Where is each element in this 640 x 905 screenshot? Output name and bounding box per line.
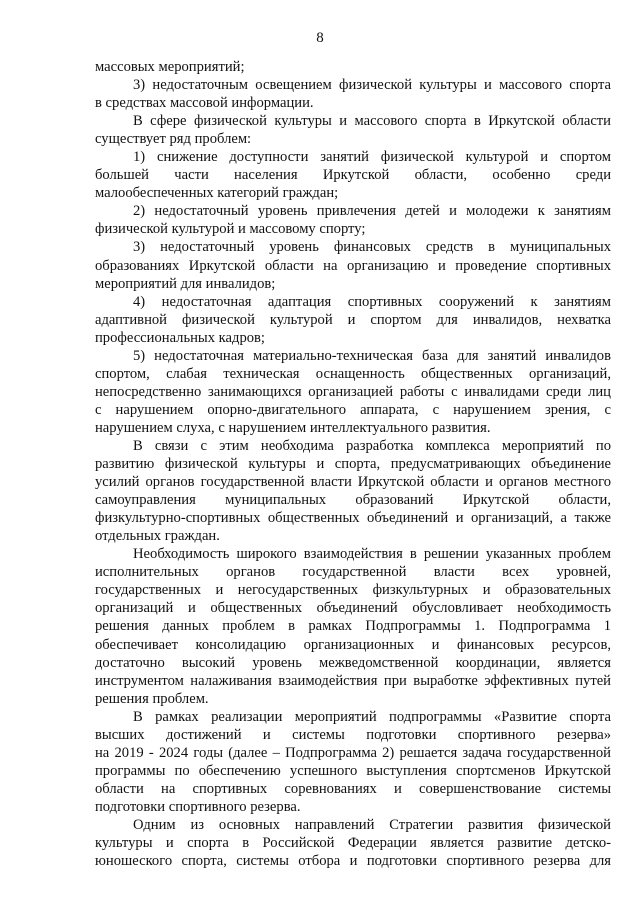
text-line: существует ряд проблем: (95, 131, 252, 148)
text-line: решения проблем. (95, 690, 209, 707)
text-line: большей части населения Иркутской области, особенно среди (95, 167, 611, 184)
text-line: образованиях Иркутской области на организацию и проведение спортивных (95, 257, 611, 274)
text-line: нарушением слуха, с нарушением интеллектуального развития. (95, 419, 491, 436)
text-line: подготовки спортивного резерва. (95, 798, 301, 815)
text-line: отдельных граждан. (95, 528, 220, 545)
text-line: программы по обеспечению успешного выступления спортсменов Иркутской (95, 762, 611, 779)
text-line: инструментом налаживания взаимодействия при выработке эффективных путей (95, 672, 611, 689)
text-line: области на спортивных соревнованиях и совершенствование системы (95, 780, 611, 797)
text-line: физкультурно-спортивных общественных объединений и организаций, а также (95, 510, 611, 527)
text-line: обеспечивает консолидацию организационных и финансовых ресурсов, (95, 636, 611, 653)
text-line: адаптивной физической культурой и спортом для инвалидов, нехватка (95, 311, 611, 328)
text-line: В рамках реализации мероприятий подпрограммы «Развитие спорта (133, 708, 611, 725)
text-line: достаточно высокий уровень межведомственной координации, является (95, 654, 611, 671)
text-line: мероприятий для инвалидов; (95, 275, 276, 292)
text-line: массовых мероприятий; (95, 59, 245, 75)
text-line: решения данных проблем в рамках Подпрограммы 1. Подпрограмма 1 (95, 618, 611, 635)
text-line: исполнительных органов государственной власти всех уровней, (95, 564, 611, 581)
text-line: 2) недостаточный уровень привлечения детей и молодежи к занятиям (133, 203, 611, 220)
text-line: В сфере физической культуры и массового спорта в Иркутской области (133, 113, 611, 130)
text-line: 4) недостаточная адаптация спортивных сооружений к занятиям (133, 293, 611, 310)
text-line: непосредственно занимающихся организацией работы с инвалидами среди лиц (95, 383, 611, 400)
text-line: 5) недостаточная материально-техническая база для занятий инвалидов (133, 347, 611, 364)
text-line: Необходимость широкого взаимодействия в решении указанных проблем (133, 546, 611, 563)
text-line: самоуправления муниципальных образований Иркутской области, (95, 492, 611, 509)
text-line: на 2019 - 2024 годы (далее – Подпрограмма 2) решается задача государственной (95, 744, 611, 761)
text-line: физической культурой и массовому спорту; (95, 221, 366, 238)
text-line: усилий органов государственной власти Иркутской области и органов местного (95, 474, 611, 491)
text-line: в средствах массовой информации. (95, 95, 314, 112)
text-line: спортом, слабая техническая оснащенность общественных организаций, (95, 365, 611, 382)
document-body (95, 58, 611, 870)
text-line: Одним из основных направлений Стратегии развития физической (133, 816, 611, 833)
text-line: организаций и общественных объединений обусловливает необходимость (95, 600, 611, 617)
text-line: юношеского спорта, системы отбора и подготовки спортивного резерва для (95, 853, 611, 870)
text-line: 3) недостаточным освещением физической культуры и массового спорта (133, 77, 611, 94)
text-line: культуры и спорта в Российской Федерации является развитие детско- (95, 835, 611, 852)
text-line: 3) недостаточный уровень финансовых средств в муниципальных (133, 239, 611, 256)
text-line: высших достижений и системы подготовки спортивного резерва» (95, 726, 611, 743)
text-line: с нарушением опорно-двигательного аппарата, с нарушением зрения, с (95, 401, 611, 418)
text-line: 1) снижение доступности занятий физической культурой и спортом (133, 149, 611, 166)
text-line: В связи с этим необходима разработка комплекса мероприятий по (133, 437, 611, 454)
text-line: развитию физической культуры и спорта, предусматривающих объединение (95, 456, 611, 473)
text-line: государственных и негосударственных физкультурных и образовательных (95, 582, 611, 599)
text-line: малообеспеченных категорий граждан; (95, 185, 339, 202)
text-line: профессиональных кадров; (95, 329, 265, 346)
page-number: 8 (316, 30, 324, 46)
